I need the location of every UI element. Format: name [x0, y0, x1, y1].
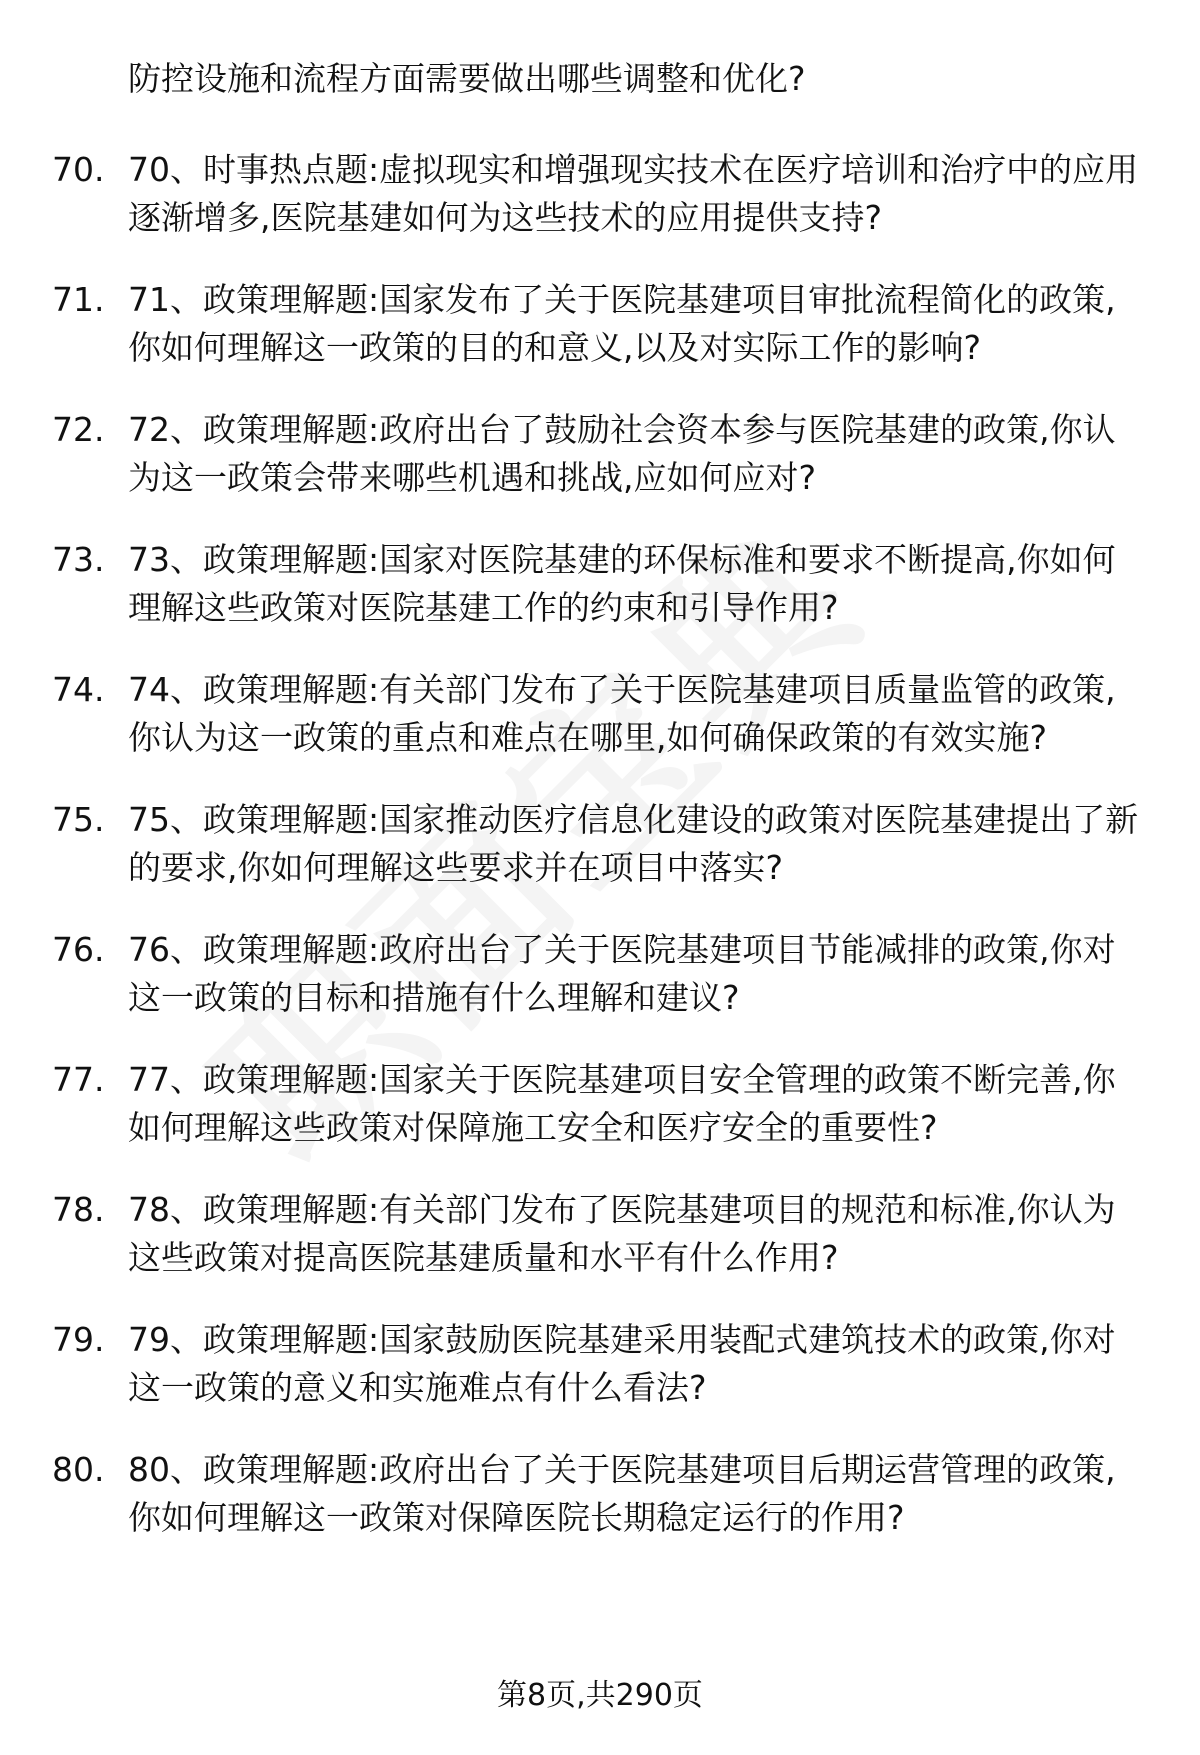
question-number: 76. — [52, 930, 105, 969]
question-text: 79、政策理解题:国家鼓励医院基建采用装配式建筑技术的政策,你对这一政策的意义和实施难点有什么看法? — [128, 1320, 1116, 1407]
question-number: 73. — [52, 540, 105, 579]
question-number: 72. — [52, 410, 105, 449]
question-item-74 — [0, 666, 1200, 762]
continued-question-text: 防控设施和流程方面需要做出哪些调整和优化? — [128, 59, 806, 98]
page-footer: 第8页,共290页 — [497, 1678, 703, 1713]
question-text: 72、政策理解题:政府出台了鼓励社会资本参与医院基建的政策,你认为这一政策会带来哪些机遇和挑战,应如何应对? — [128, 410, 1116, 497]
question-number: 71. — [52, 280, 105, 319]
question-item-79 — [0, 1316, 1200, 1412]
question-number: 74. — [52, 670, 105, 709]
question-text: 78、政策理解题:有关部门发布了医院基建项目的规范和标准,你认为这些政策对提高医院基建质量和水平有什么作用? — [128, 1190, 1116, 1277]
question-number: 70. — [52, 150, 105, 189]
question-item-73 — [0, 536, 1200, 632]
question-text: 73、政策理解题:国家对医院基建的环保标准和要求不断提高,你如何理解这些政策对医院基建工作的约束和引导作用? — [128, 540, 1116, 627]
question-text: 77、政策理解题:国家关于医院基建项目安全管理的政策不断完善,你如何理解这些政策对保障施工安全和医疗安全的重要性? — [128, 1060, 1116, 1147]
question-item-70 — [0, 146, 1200, 242]
question-number: 78. — [52, 1190, 105, 1229]
question-text: 76、政策理解题:政府出台了关于医院基建项目节能减排的政策,你对这一政策的目标和措施有什么理解和建议? — [128, 930, 1116, 1017]
question-item-72 — [0, 406, 1200, 502]
question-item-80 — [0, 1446, 1200, 1542]
question-list — [0, 146, 1200, 1576]
question-text: 71、政策理解题:国家发布了关于医院基建项目审批流程简化的政策,你如何理解这一政策的目的和意义,以及对实际工作的影响? — [128, 280, 1116, 367]
question-text: 80、政策理解题:政府出台了关于医院基建项目后期运营管理的政策,你如何理解这一政策对保障医院长期稳定运行的作用? — [128, 1450, 1116, 1537]
question-item-78 — [0, 1186, 1200, 1282]
question-text: 74、政策理解题:有关部门发布了关于医院基建项目质量监管的政策,你认为这一政策的重点和难点在哪里,如何确保政策的有效实施? — [128, 670, 1116, 757]
question-item-77 — [0, 1056, 1200, 1152]
question-text: 70、时事热点题:虚拟现实和增强现实技术在医疗培训和治疗中的应用逐渐增多,医院基建如何为这些技术的应用提供支持? — [128, 150, 1139, 237]
question-item-75 — [0, 796, 1200, 892]
question-number: 79. — [52, 1320, 105, 1359]
question-number: 77. — [52, 1060, 105, 1099]
question-number: 75. — [52, 800, 105, 839]
question-text: 75、政策理解题:国家推动医疗信息化建设的政策对医院基建提出了新的要求,你如何理解这些要求并在项目中落实? — [128, 800, 1139, 887]
question-item-76 — [0, 926, 1200, 1022]
question-number: 80. — [52, 1450, 105, 1489]
question-item-71 — [0, 276, 1200, 372]
